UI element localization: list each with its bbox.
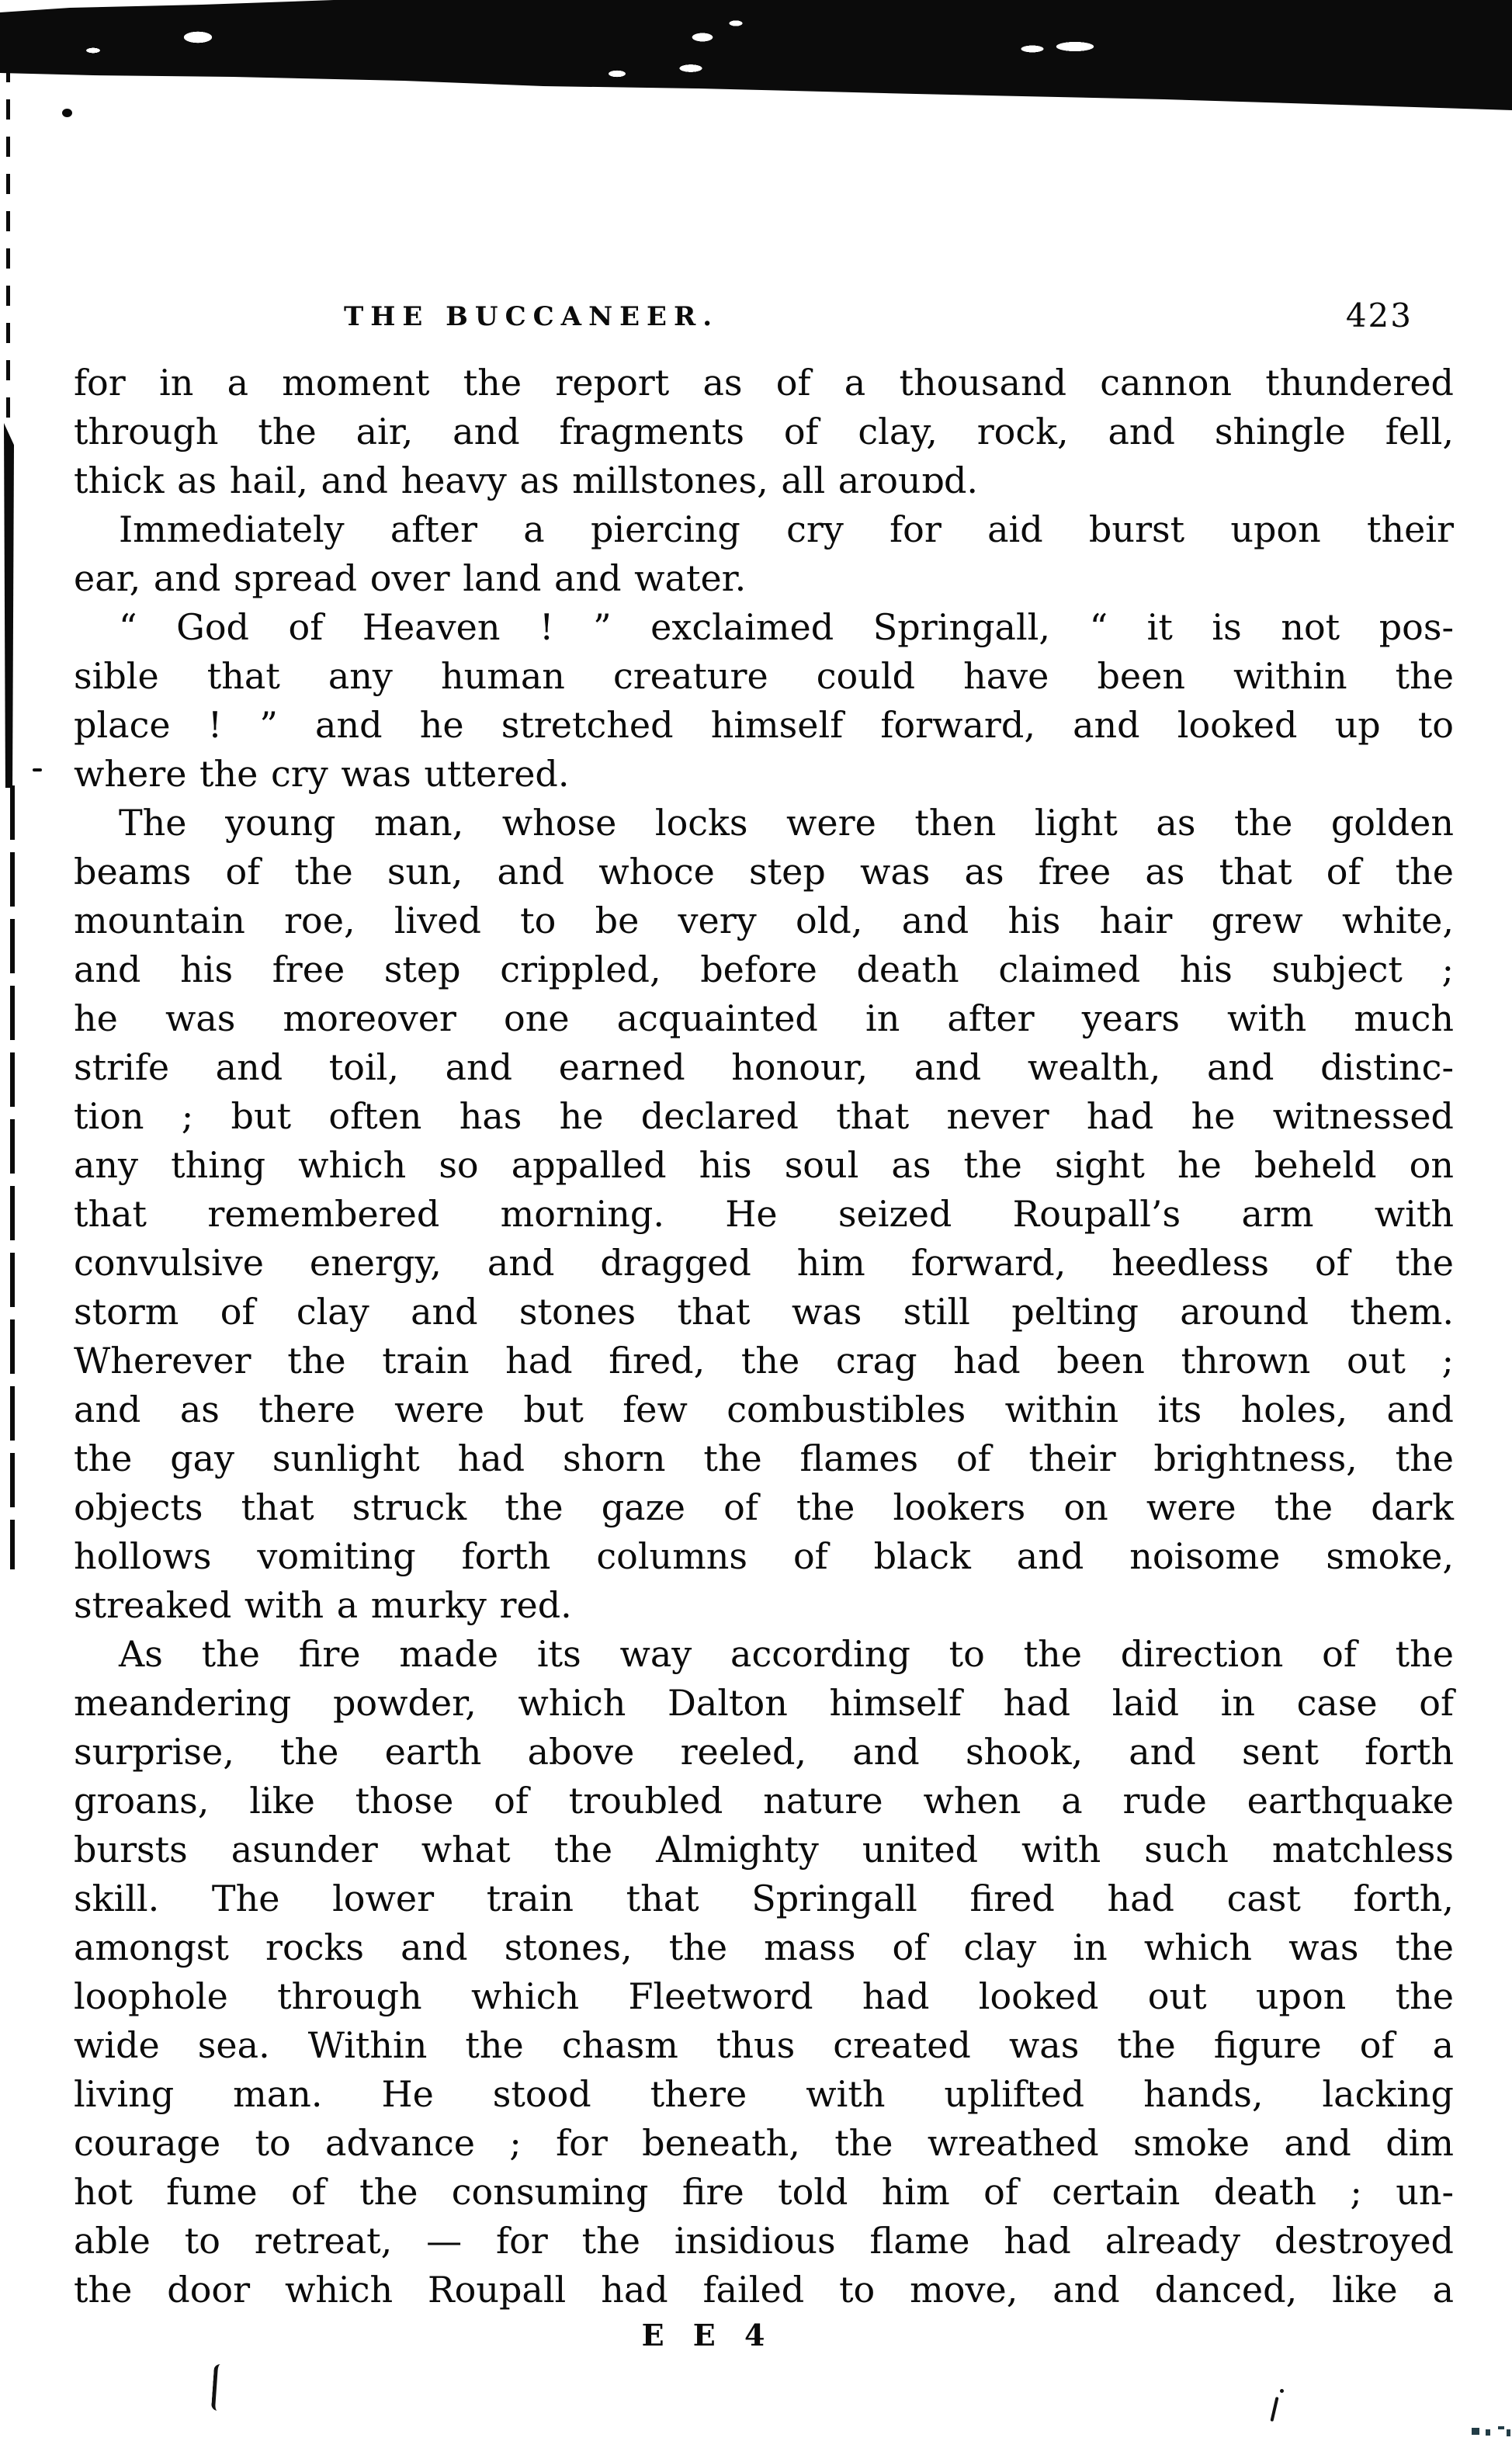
text-line: objects that struck the gaze of the lookers on were the dark	[74, 1486, 1454, 1528]
scan-artifact-left-edge-bar	[4, 423, 14, 788]
text-line: skill. The lower train that Springall fired had cast forth,	[74, 1878, 1454, 1919]
ink-speck	[62, 109, 72, 117]
text-line: Immediately after a piercing cry for aid burst upon their	[119, 508, 1454, 550]
text-line: bursts asunder what the Almighty united with such matchless	[74, 1829, 1454, 1871]
text-line: storm of clay and stones that was still pelting around them.	[74, 1291, 1454, 1333]
text-line: place ! ” and he stretched himself forward, and looked up to	[74, 704, 1454, 746]
text-line: surprise, the earth above reeled, and shook, and sent forth	[74, 1731, 1454, 1773]
text-line: meandering powder, which Dalton himself had laid in case of	[74, 1682, 1454, 1724]
text-line: Wherever the train had fired, the crag had been thrown out ;	[74, 1340, 1454, 1382]
text-line: and his free step crippled, before death claimed his subject ;	[74, 948, 1454, 990]
stray-ink-mark-dot	[1280, 2389, 1284, 2393]
text-line: hollows vomiting forth columns of black and noisome smoke,	[74, 1535, 1454, 1577]
stray-ink-brace-mark	[211, 2364, 226, 2412]
text-line: mountain roe, lived to be very old, and his hair grew white,	[74, 900, 1454, 941]
text-line: hot fume of the consuming fire told him of certain death ; un-	[74, 2171, 1454, 2213]
text-line: for in a moment the report as of a thousand cannon thundered	[74, 362, 1454, 404]
text-line: As the fire made its way according to the direction of the	[119, 1633, 1454, 1675]
text-line: through the air, and fragments of clay, rock, and shingle fell,	[74, 411, 1454, 452]
body-text	[74, 359, 1454, 2314]
page-number: 423	[1345, 296, 1413, 335]
text-line: tion ; but often has he declared that never had he witnessed	[74, 1095, 1454, 1137]
text-line: where the cry was uttered.	[74, 753, 570, 795]
scan-artifact-corner-patch	[1486, 2429, 1490, 2436]
text-line: amongst rocks and stones, the mass of clay in which was the	[74, 1926, 1454, 1968]
ink-speck	[33, 768, 42, 771]
text-line: able to retreat, — for the insidious flame had already destroyed	[74, 2220, 1454, 2262]
signature-mark: E E 4	[641, 2318, 775, 2353]
scan-artifact-corner-patch	[1472, 2428, 1479, 2435]
text-line: he was moreover one acquainted in after years with much	[74, 997, 1454, 1039]
text-line: living man. He stood there with uplifted hands, lacking	[74, 2073, 1454, 2115]
text-line: courage to advance ; for beneath, the wreathed smoke and dim	[74, 2122, 1454, 2164]
running-header	[0, 296, 1512, 342]
text-line: “ God of Heaven ! ” exclaimed Springall, “ it is not pos-	[119, 606, 1454, 648]
text-line: the gay sunlight had shorn the flames of their brightness, the	[74, 1437, 1454, 1479]
text-line: any thing which so appalled his soul as the sight he beheld on	[74, 1144, 1454, 1186]
text-line: the door which Roupall had failed to move, and danced, like a	[74, 2269, 1454, 2311]
text-line: ear, and spread over land and water.	[74, 557, 747, 599]
text-line: and as there were but few combustibles within its holes, and	[74, 1389, 1454, 1430]
text-line: The young man, whose locks were then light as the golden	[119, 802, 1454, 844]
header-title: THE BUCCANEER.	[344, 301, 720, 332]
scan-artifact-top-band	[0, 0, 1512, 116]
text-line: streaked with a murky red.	[74, 1584, 572, 1626]
scan-artifact-left-edge-dashes-lower	[10, 785, 15, 1569]
scan-artifact-corner-patch	[1498, 2426, 1504, 2429]
text-line: loophole through which Fleetword had looked out upon the	[74, 1975, 1454, 2017]
text-line: thick as hail, and heavy as millstones, all arouɒd.	[74, 459, 979, 501]
text-line: convulsive energy, and dragged him forward, heedless of the	[74, 1242, 1454, 1284]
scan-artifact-corner-patch	[1507, 2429, 1510, 2436]
text-line: beams of the sun, and whoce step was as free as that of the	[74, 851, 1454, 893]
scan-artifact-left-edge-dashes	[6, 25, 10, 425]
text-line: that remembered morning. He seized Roupall’s arm with	[74, 1193, 1454, 1235]
text-line: strife and toil, and earned honour, and wealth, and distinc-	[74, 1046, 1454, 1088]
stray-ink-mark	[1270, 2397, 1278, 2422]
text-line: sible that any human creature could have been within the	[74, 655, 1454, 697]
text-line: wide sea. Within the chasm thus created was the figure of a	[74, 2024, 1454, 2066]
text-line: groans, like those of troubled nature when a rude earthquake	[74, 1780, 1454, 1822]
